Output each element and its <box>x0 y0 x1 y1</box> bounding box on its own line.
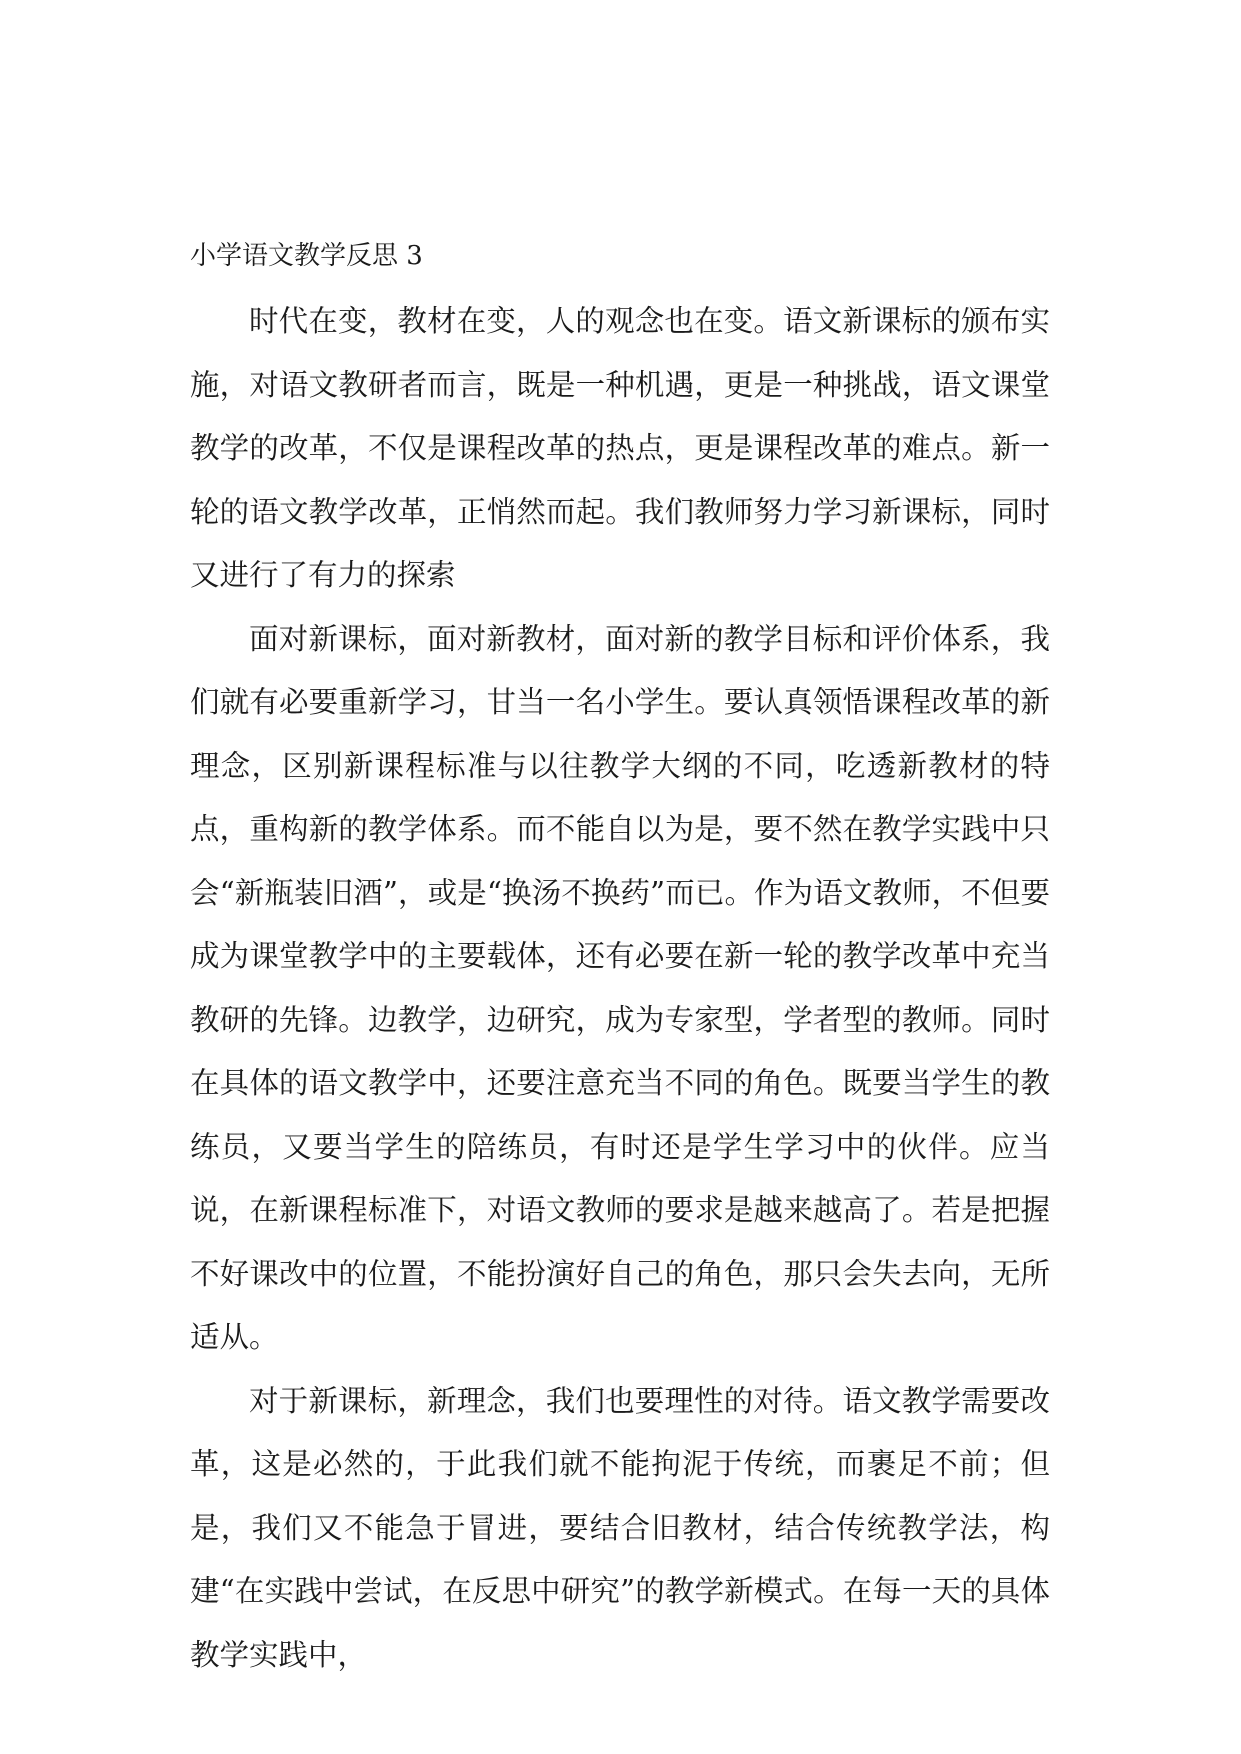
document-body <box>190 228 1050 1687</box>
paragraph-1: 时代在变，教材在变，人的观念也在变。语文新课标的颁布实施，对语文教研者而言，既是一种机遇，更是一种挑战，语文课堂教学的改革，不仅是课程改革的热点，更是课程改革的难点。新一轮的语文教学改革，正悄然而起。我们教师努力学习新课标，同时又进行了有力的探索 <box>190 304 1050 592</box>
document-title: 小学语文教学反思 3 <box>190 241 423 271</box>
paragraph-3: 对于新课标，新理念，我们也要理性的对待。语文教学需要改革，这是必然的，于此我们就不能拘泥于传统，而裹足不前；但是，我们又不能急于冒进，要结合旧教材，结合传统教学法，构建“在实践中尝试，在反思中研究”的教学新模式。在每一天的具体教学实践中， <box>190 1383 1050 1672</box>
paragraph-2: 面对新课标，面对新教材，面对新的教学目标和评价体系，我们就有必要重新学习，甘当一名小学生。要认真领悟课程改革的新理念，区别新课程标准与以往教学大纲的不同，吃透新教材的特点，重构新的教学体系。而不能自以为是，要不然在教学实践中只会“新瓶装旧酒”，或是“换汤不换药”而已。作为语文教师，不但要成为课堂教学中的主要载体，还有必要在新一轮的教学改革中充当教研的先锋。边教学，边研究，成为专家型，学者型的教师。同时在具体的语文教学中，还要注意充当不同的角色。既要当学生的教练员，又要当学生的陪练员，有时还是学生学习中的伙伴。应当说，在新课程标准下，对语文教师的要求是越来越高了。若是把握不好课改中的位置，不能扮演好自己的角色，那只会失去向，无所适从。 <box>190 621 1050 1354</box>
